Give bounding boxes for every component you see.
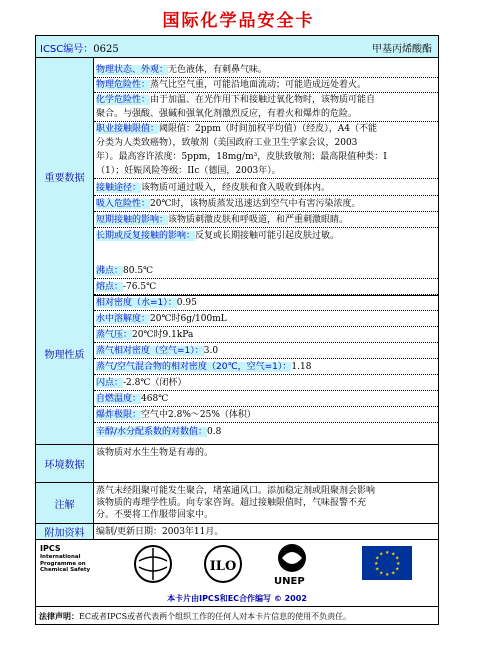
prop-boiling-point: 沸点：80.5℃ bbox=[94, 265, 438, 279]
environmental-row bbox=[36, 445, 438, 483]
section-label-env: 环境数据 bbox=[36, 445, 94, 482]
notes-text: 蒸气未经阻聚可能发生聚合，堵塞通风口。添加稳定剂或阻聚剂会影响 该物质的毒理学性质。向专家咨询。超过接触限值时，气味报警不充 分。不要将工作服带回家中。 bbox=[96, 486, 376, 520]
line-inhalation: 吸入危险性：20℃时，该物质蒸发迅速达到空气中有害污染浓度。 bbox=[94, 198, 438, 212]
svg-text:★: ★ bbox=[379, 570, 384, 577]
prop-flash-point: 闪点：-2.8℃（闭杯） bbox=[94, 377, 438, 391]
card-title: 国际化学品安全卡 bbox=[162, 11, 315, 31]
physical-properties-row bbox=[36, 262, 438, 445]
safety-card bbox=[35, 35, 439, 625]
prop-mixture-density: 蒸气/空气混合物的相对密度（20℃，空气=1）：1.18 bbox=[94, 361, 438, 375]
notes-row bbox=[36, 483, 438, 524]
line-exposure-limit-2: 分类为人类致癌物），致敏剂（美国政府工业卫生学家会议，2003 bbox=[96, 138, 358, 148]
line-long-term: 长期或反复接触的影响：反复或长期接触可能引起皮肤过敏。 bbox=[96, 231, 340, 241]
line-chemical-hazard-2: 聚合。与强酸、强碱和强氧化剂激烈反应，有着火和爆炸的危险。 bbox=[94, 108, 438, 122]
extra-text: 编制/更新日期：2003年11月。 bbox=[96, 527, 224, 537]
svg-text:★: ★ bbox=[396, 561, 401, 567]
important-data-row bbox=[36, 58, 438, 296]
prop-melting-point: 熔点：-76.5℃ bbox=[94, 281, 438, 295]
eu-flag-icon bbox=[362, 546, 412, 580]
svg-text:★: ★ bbox=[391, 570, 396, 577]
unep-label: UNEP bbox=[274, 576, 305, 587]
section-label-important: 重要数据 bbox=[36, 58, 94, 295]
prop-vapour-pressure: 蒸气压：20℃时9.1kPa bbox=[94, 329, 438, 343]
svg-text:★: ★ bbox=[395, 555, 400, 562]
prop-autoignition: 自燃温度：468℃ bbox=[94, 393, 438, 407]
prop-explosive-limits: 爆炸极限：空气中2.8%～25%（体积） bbox=[94, 409, 438, 423]
line-exposure-limit-4: （1）；妊娠风险等级：IIc（德国，2003年）。 bbox=[94, 165, 438, 179]
logo-area bbox=[36, 540, 438, 608]
chemical-name: 甲基丙烯酸酯 bbox=[372, 44, 432, 55]
svg-text:★: ★ bbox=[375, 566, 380, 573]
prop-octanol-water: 辛醇/水分配系数的对数值：0.8 bbox=[96, 427, 222, 437]
section-label-extra: 附加资料 bbox=[36, 524, 94, 539]
env-text: 该物质对水生生物是有毒的。 bbox=[96, 448, 214, 458]
prop-density: 相对密度（水=1）：0.95 bbox=[94, 297, 438, 311]
line-short-term: 短期接触的影响：该物质刺激皮肤和呼吸道，和严重刺激眼睛。 bbox=[94, 214, 438, 228]
svg-text:★: ★ bbox=[375, 555, 380, 562]
line-exposure-limit-3: 年）。最高容许浓度：5ppm，18mg/m³，皮肤致敏剂；最高限值种类：I bbox=[96, 152, 387, 162]
ipcs-logo: IPCS International Programme on Chemical Safety bbox=[40, 544, 91, 573]
prop-solubility: 水中溶解度：20℃时6g/100mL bbox=[94, 313, 438, 327]
extra-info-row bbox=[36, 524, 438, 540]
svg-text:★: ★ bbox=[379, 551, 384, 558]
line-route: 接触途径：该物质可通过吸入，经皮肤和食入吸收到体内。 bbox=[94, 182, 438, 196]
ilo-emblem-icon bbox=[202, 543, 244, 585]
svg-text:ILO: ILO bbox=[209, 559, 237, 574]
credit-line: 本卡片由IPCS和EC合作编写 © 2002 bbox=[167, 594, 307, 603]
section-label-notes: 注解 bbox=[36, 483, 94, 523]
unep-emblem-icon bbox=[272, 542, 312, 576]
line-appearance: 物理状态、外观：无色液体，有刺鼻气味。 bbox=[94, 64, 438, 78]
svg-text:★: ★ bbox=[385, 550, 390, 556]
svg-text:★: ★ bbox=[391, 551, 396, 558]
prop-vapour-density: 蒸气相对密度（空气=1）：3.0 bbox=[94, 345, 438, 359]
icsc-code: ICSC编号：0625 bbox=[40, 44, 119, 55]
line-exposure-limit: 职业接触限值：阈限值：2ppm（时间加权平均值）（经皮），A4（不能 bbox=[96, 124, 378, 134]
disclaimer: 法律声明：EC或者IPCS或者代表两个组织工作的任何人对本卡片信息的使用不负责任。 bbox=[36, 606, 438, 624]
svg-text:★: ★ bbox=[374, 561, 379, 567]
svg-text:★: ★ bbox=[395, 566, 400, 573]
svg-text:★: ★ bbox=[385, 572, 390, 578]
card-header bbox=[36, 36, 438, 58]
who-emblem-icon bbox=[132, 543, 174, 585]
line-physical-hazard: 物理危险性：蒸气比空气重，可能沿地面流动；可能造成远处着火。 bbox=[94, 79, 438, 93]
section-label-physical: 物理性质 bbox=[36, 262, 94, 444]
line-chemical-hazard: 化学危险性：由于加温、在光作用下和接触过氧化物时，该物质可能自 bbox=[96, 95, 376, 105]
